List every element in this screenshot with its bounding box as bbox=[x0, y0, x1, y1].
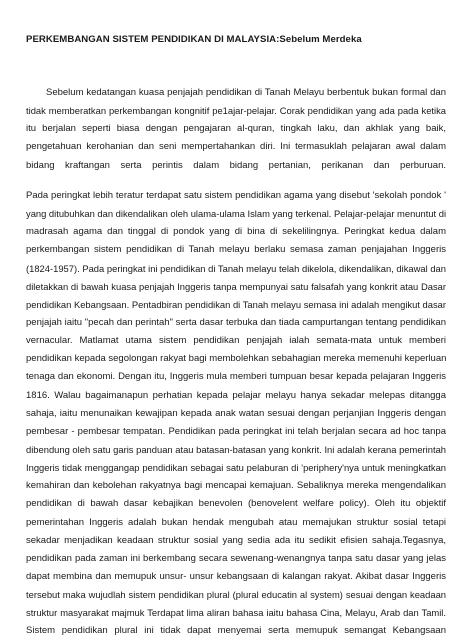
text-line: kemahiran dan kebolehan rakyatnya bagi mencapai kemajuan. Sebaliknya mereka mengendalikan bbox=[26, 480, 446, 492]
text-line: pendidikan pada zaman ini berkembang secara sewenang-wenangnya tanpa satu dasar yang jelas bbox=[26, 552, 446, 564]
text-line: sekadar menjadikan keadaan struktur sosial yang sedia ada itu sedikit efisien sahaja.Tegasnya, bbox=[26, 534, 446, 546]
text-line: Inggeris tidak menggangap pendidikan sebagai satu pelaburan di 'periphery'nya untuk meningkatkan bbox=[26, 462, 446, 474]
text-line: (1824-1957). Pada peringkat ini pendidikan di Tanah melayu telah dikelola, dikendalikan, dikawal dan bbox=[26, 262, 446, 274]
text-line: Sebelum kedatangan kuasa penjajah pendidikan di Tanah Melayu berbentuk bukan formal dan bbox=[46, 87, 446, 98]
text-line: diletakkan di bawah kuasa penjajah Inggeris tanpa mempunyai satu falsafah yang konkrit atau Dasar bbox=[26, 280, 446, 292]
paragraph-main bbox=[26, 187, 446, 641]
text-line: 1816. Walau bagaimanapun perhatian kepada pelajar melayu hanya sekadar melepas ditangga bbox=[26, 389, 446, 401]
text-line: tenaga dan ekonomi. Dengan itu, Inggeris mula memberi tumpuan besar kepada pelajaran Inggeris bbox=[26, 371, 446, 383]
text-line: dapat membina dan memupuk unsur- unsur kebangsaan di kalangan rakyat. Akibat dasar Inggeris bbox=[26, 570, 446, 582]
text-line: tersebut maka wujudlah sistem pendidikan plural (plural educatin al system) sesuai dengan keadaan bbox=[26, 589, 446, 601]
paragraph-intro bbox=[26, 84, 446, 175]
text-line: pendidikan kepada segolongan rakyat bagi membolehkan sebahagian mereka memenuhi keperluan bbox=[26, 353, 447, 365]
text-line: Pada peringkat lebih teratur terdapat satu sistem pendidikan agama yang disebut 'sekolah pondok ' bbox=[26, 190, 446, 201]
text-line: struktur masyarakat majmuk Terdapat lima aliran bahasa iaitu bahasa Cina, Melayu, Arab dan Tamil. bbox=[26, 607, 446, 619]
text-line: pembesar - pembesar tempatan. Pendidikan pada peringkat ini telah berjalan secara ad hoc tanpa bbox=[26, 425, 446, 437]
text-line: tidak memberatkan perkembangan kongnitif pe1ajar-pelajar. Corak pendidikan yang ada pada ketika bbox=[26, 105, 446, 117]
document-title: PERKEMBANGAN SISTEM PENDIDIKAN DI MALAYSIA:Sebelum Merdeka bbox=[26, 34, 362, 45]
text-line: Sistem pendidikan plural ini tidak dapat menyemai serta memupuk semangat Kebangsaan bbox=[26, 625, 446, 637]
text-line: pemerintahan Inggeris adalah bukan hendak mengubah atau memajukan struktur sosial tetapi bbox=[26, 516, 446, 528]
text-line: itu berjalan seperti biasa dengan pengajaran al-quran, tingkah laku, dan akhlak yang baik, bbox=[26, 123, 446, 135]
text-line: bidang kraftangan serta perintis dalam bidang pertanian, perikanan dan perburuan. bbox=[26, 159, 446, 171]
text-line: penjajah iaitu "pecah dan perintah" serta dasar terbuka dan tiada campurtangan tentang pendidikan bbox=[26, 316, 446, 328]
text-line: pengetahuan kerohanian dan seni mempertahankan diri. Ini termasuklah pelajaran awal dalam bbox=[26, 141, 446, 153]
text-line: pendidikan Kebangsaan. Pentadbiran pendidikan di Tanah melayu semasa ini adalah mengikut dasar bbox=[26, 298, 446, 310]
text-line: madrasah agama dan tinggal di pondok yang di bina di sekelilingnya. Peringkat kedua dalam bbox=[26, 226, 446, 238]
text-line: yang ditubuhkan dan dikendalikan oleh ulama-ulama Islam yang terkenal. Pelajar-pelajar menuntut di bbox=[26, 208, 447, 220]
text-line: sahaja, iaitu menunaikan kewajipan kepada anak watan sesuai dengan perjanjian Inggeris dengan bbox=[26, 407, 446, 419]
text-line: dibendung oleh satu garis panduan atau batasan-batasan yang konkrit. Ini adalah kerana pemerintah bbox=[26, 443, 446, 455]
text-line: pendidikan di bawah dasar kebajikan benevolen (benovelent welfare policy). Oleh itu objektif bbox=[26, 498, 446, 510]
text-line: vernacular. Matlamat utama sistem pendidikan penjajah ialah semata-mata untuk memberi bbox=[26, 335, 446, 347]
text-line: perkembangan sistem pendidikan di Tanah melayu berlaku semasa zaman penjajahan Inggeris bbox=[26, 244, 446, 256]
